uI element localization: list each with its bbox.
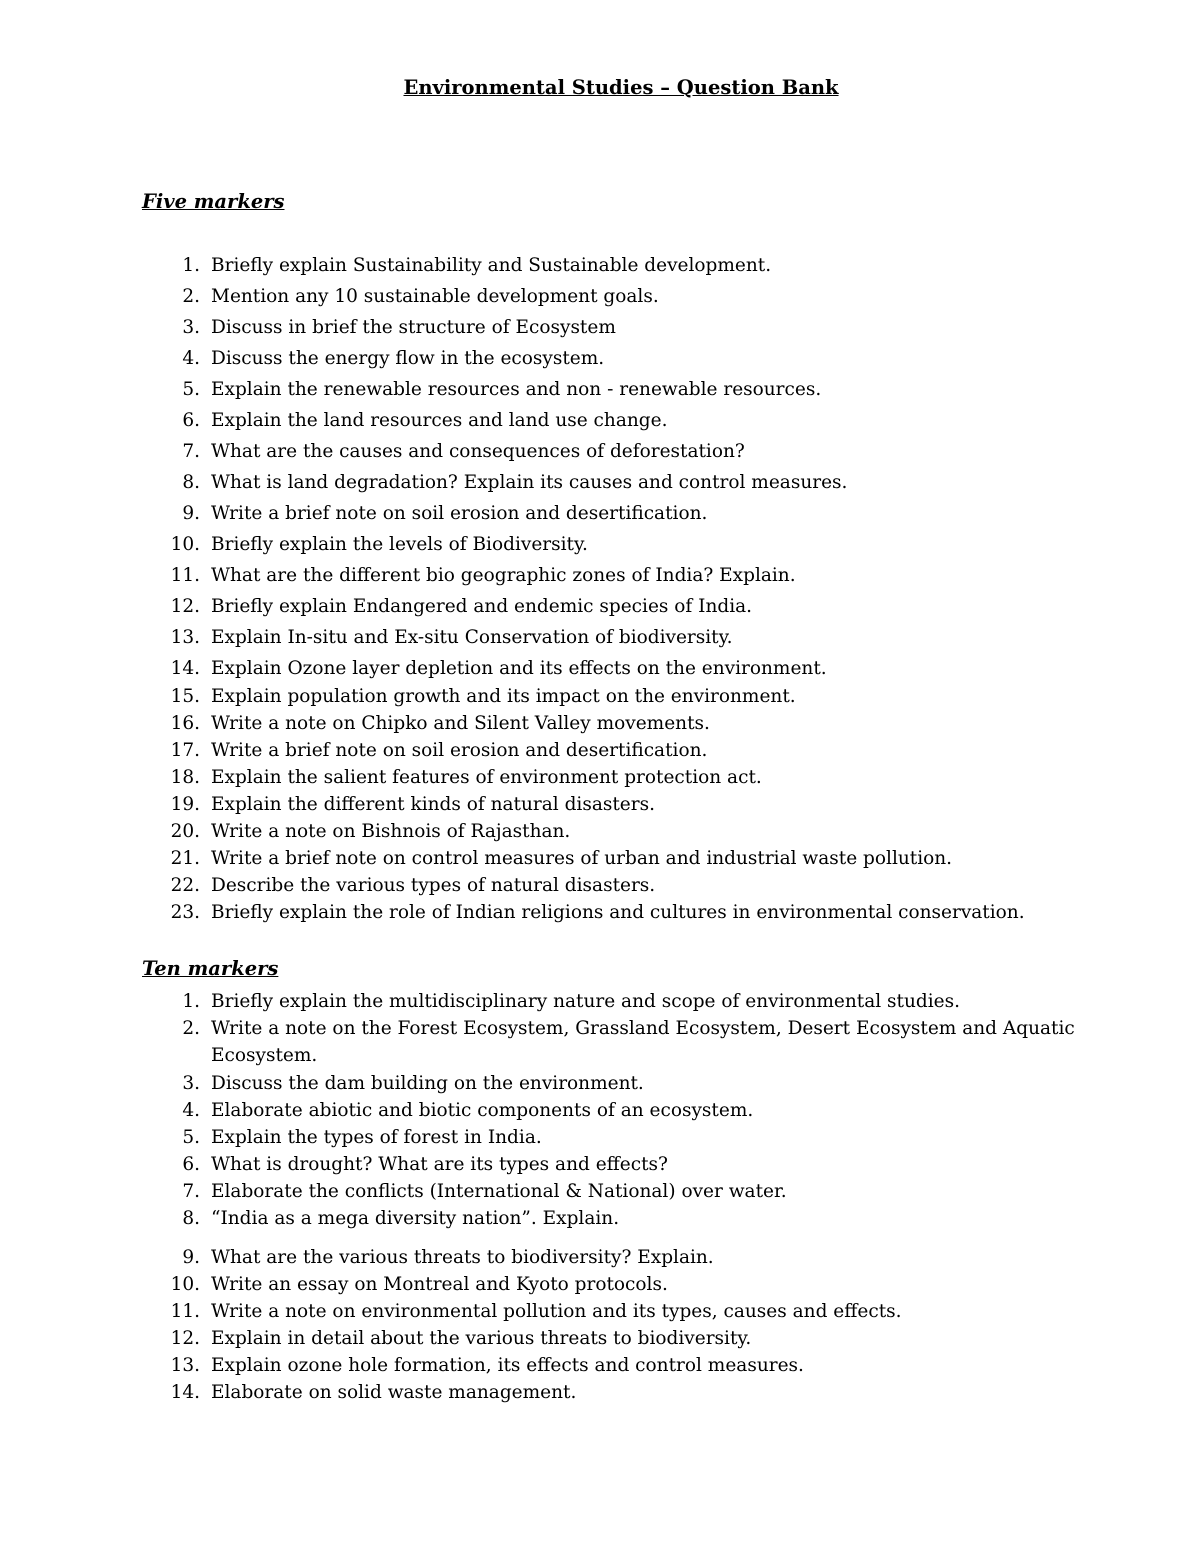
question-number: 18. xyxy=(170,767,200,788)
question-text: Briefly explain the levels of Biodiversity. xyxy=(211,534,588,555)
ten-markers-heading: Ten markers xyxy=(142,957,279,980)
question-text: Briefly explain the role of Indian religions and cultures in environmental conservation. xyxy=(211,902,1025,923)
question-number: 7. xyxy=(182,441,200,462)
question-text: Describe the various types of natural disasters. xyxy=(211,875,656,896)
question-number: 14. xyxy=(170,1382,200,1403)
question-number: 9. xyxy=(182,1247,200,1268)
question-text: Elaborate the conflicts (International & National) over water. xyxy=(211,1181,787,1202)
question-text: What are the causes and consequences of deforestation? xyxy=(211,441,745,462)
question-text: Explain In-situ and Ex-situ Conservation of biodiversity. xyxy=(211,627,733,648)
question-text: Explain the land resources and land use change. xyxy=(211,410,668,431)
question-text: Write a note on Bishnois of Rajasthan. xyxy=(211,821,571,842)
question-text: Explain the types of forest in India. xyxy=(211,1127,542,1148)
question-text: Briefly explain Sustainability and Sustainable development. xyxy=(211,255,772,276)
question-number: 1. xyxy=(182,991,200,1012)
question-number: 6. xyxy=(182,1154,200,1175)
question-text: Write an essay on Montreal and Kyoto protocols. xyxy=(211,1274,668,1295)
question-number: 5. xyxy=(182,379,200,400)
question-text: “India as a mega diversity nation”. Explain. xyxy=(211,1208,620,1229)
question-number: 14. xyxy=(170,658,200,679)
question-text: Mention any 10 sustainable development goals. xyxy=(211,286,659,307)
question-text: Discuss the energy flow in the ecosystem. xyxy=(211,348,605,369)
document-title: Environmental Studies – Question Bank xyxy=(403,76,839,99)
question-number: 13. xyxy=(170,1355,200,1376)
question-number: 19. xyxy=(170,794,200,815)
question-number: 1. xyxy=(182,255,200,276)
question-text: Elaborate abiotic and biotic components of an ecosystem. xyxy=(211,1100,754,1121)
question-text: Explain the renewable resources and non - renewable resources. xyxy=(211,379,822,400)
question-number: 6. xyxy=(182,410,200,431)
question-number: 21. xyxy=(170,848,200,869)
question-text: Briefly explain the multidisciplinary nature and scope of environmental studies. xyxy=(211,991,960,1012)
question-number: 7. xyxy=(182,1181,200,1202)
question-text: Write a note on Chipko and Silent Valley movements. xyxy=(211,713,710,734)
question-text: Elaborate on solid waste management. xyxy=(211,1382,577,1403)
question-text: What is drought? What are its types and effects? xyxy=(211,1154,668,1175)
question-number: 2. xyxy=(182,1018,200,1039)
question-number: 8. xyxy=(182,1208,200,1229)
question-number: 10. xyxy=(170,1274,200,1295)
question-number: 10. xyxy=(170,534,200,555)
question-text: Briefly explain Endangered and endemic species of India. xyxy=(211,596,753,617)
question-number: 20. xyxy=(170,821,200,842)
question-number: 15. xyxy=(170,686,200,707)
question-text: Explain population growth and its impact on the environment. xyxy=(211,686,796,707)
question-number: 11. xyxy=(170,565,200,586)
question-text: Explain the salient features of environment protection act. xyxy=(211,767,762,788)
question-text: Write a note on the Forest Ecosystem, Grassland Ecosystem, Desert Ecosystem and Aquatic Ecosystem. xyxy=(211,1018,1075,1066)
question-number: 4. xyxy=(182,348,200,369)
question-number: 8. xyxy=(182,472,200,493)
question-number: 3. xyxy=(182,317,200,338)
question-text: Explain ozone hole formation, its effects and control measures. xyxy=(211,1355,804,1376)
five-markers-heading: Five markers xyxy=(142,190,285,213)
question-number: 12. xyxy=(170,596,200,617)
question-number: 22. xyxy=(170,875,200,896)
question-number: 16. xyxy=(170,713,200,734)
question-number: 13. xyxy=(170,627,200,648)
question-text: Write a brief note on soil erosion and desertification. xyxy=(211,503,708,524)
question-number: 12. xyxy=(170,1328,200,1349)
question-number: 9. xyxy=(182,503,200,524)
question-text: Explain Ozone layer depletion and its effects on the environment. xyxy=(211,658,827,679)
question-text: Explain in detail about the various threats to biodiversity. xyxy=(211,1328,752,1349)
question-text: What are the various threats to biodiversity? Explain. xyxy=(211,1247,714,1268)
question-number: 2. xyxy=(182,286,200,307)
question-number: 17. xyxy=(170,740,200,761)
question-text: Write a note on environmental pollution and its types, causes and effects. xyxy=(211,1301,902,1322)
question-number: 11. xyxy=(170,1301,200,1322)
question-text: Write a brief note on control measures of urban and industrial waste pollution. xyxy=(211,848,953,869)
question-text: Discuss in brief the structure of Ecosystem xyxy=(211,317,616,338)
question-number: 5. xyxy=(182,1127,200,1148)
question-number: 3. xyxy=(182,1073,200,1094)
question-text: What is land degradation? Explain its causes and control measures. xyxy=(211,472,848,493)
question-text: What are the different bio geographic zones of India? Explain. xyxy=(211,565,796,586)
question-text: Write a brief note on soil erosion and desertification. xyxy=(211,740,708,761)
question-number: 23. xyxy=(170,902,200,923)
question-text: Discuss the dam building on the environment. xyxy=(211,1073,644,1094)
question-number: 4. xyxy=(182,1100,200,1121)
question-text: Explain the different kinds of natural disasters. xyxy=(211,794,655,815)
